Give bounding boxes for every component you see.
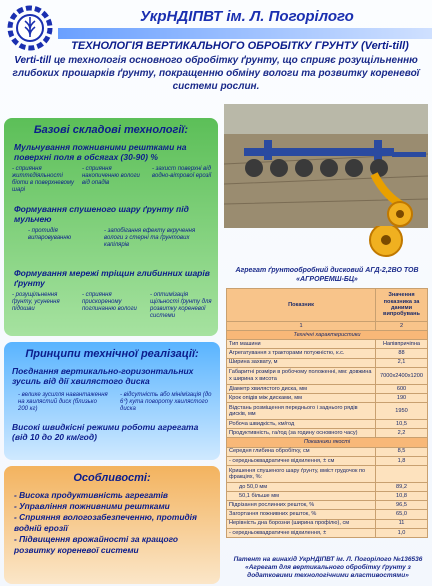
test-results-table [226, 288, 428, 538]
table-cell: 7000х2400х1200 [376, 367, 428, 384]
bullet-speed: Високі швидкісні режими роботи агрегата (від 10 до 20 км/год) [12, 422, 199, 442]
table-cell: 600 [376, 384, 428, 393]
sub-item: - протидія випаровуванню [28, 228, 72, 241]
list-item: - Підвищення врожайності за кращого розвитку кореневої системи [14, 534, 179, 555]
bullet-forces: Поєднання вертикально-горизонтальних зусиль від дії хвилястого диска [12, 366, 194, 386]
table-row [227, 403, 428, 420]
sub-item: - сприяння накопиченню вологи від опадів [82, 166, 140, 186]
table-row [227, 501, 428, 510]
table-row [227, 510, 428, 519]
table-cell: Габаритні розміри в робочому положенні, мм: довжина х ширина х висота [227, 367, 376, 384]
table-cell: Діаметр хвилястого диска, мм [227, 384, 376, 393]
table-cell: Кришення спушеного шару ґрунту, вміст грудочок по фракціях, %: [227, 465, 376, 482]
table-cell: Нерівність дна борозни (ширина профілю), см [227, 519, 376, 528]
table-row [227, 384, 428, 393]
patent-note: Патент на винахід УкрНДІПВТ ім. Л. Погорілого №136536 «Агрегат для вертикального обробітку ґрунту з додатковими технологічними властивостями» [233, 556, 423, 579]
table-cell: Середня глибина обробітку, см [227, 447, 376, 456]
table-row [227, 367, 428, 384]
column-header: Значення показника за даними випробувань [376, 289, 428, 322]
wavy-disk-icon [356, 226, 416, 266]
bullet-cracks: Формування мережі тріщин глибинних шарів ґрунту [14, 268, 210, 288]
list-item: - Сприяння вологозабезпеченню, протидія водній ерозії [14, 512, 197, 533]
table-cell: 8,5 [376, 447, 428, 456]
header-bar [58, 28, 432, 39]
panel-title: Принципи технічної реалізації: [25, 348, 199, 360]
table-row [227, 492, 428, 501]
panel-title: Базові складові технології: [33, 124, 189, 136]
table-cell: 1950 [376, 403, 428, 420]
intro-key: Verti-till [14, 55, 52, 66]
table-cell: Відстань розміщення переднього і заднього рядів дисків, мм [227, 403, 376, 420]
features-list [14, 490, 220, 556]
sub-item: - сприяння життєдіяльності біоти в поверхневому шарі [12, 166, 74, 193]
table-row [227, 519, 428, 528]
institute-logo-icon [6, 4, 54, 52]
table-cell: - середньоквадратичне відхилення, ± см [227, 456, 376, 465]
bullet-loose-layer: Формування спушеного шару ґрунту під мульчею [14, 204, 189, 224]
sub-item: - запобігання ефекту вкручення вологи з стерні та ґрунтових капілярів [104, 228, 196, 248]
table-row [227, 465, 428, 482]
panel-title: Особливості: [73, 472, 151, 484]
list-item: - Висока продуктивність агрегатів [14, 490, 168, 500]
table-cell: Тип машини [227, 340, 376, 349]
table-cell: 2,1 [376, 358, 428, 367]
table-cell: Крок опідів між дисками, мм [227, 393, 376, 402]
table-cell: 88 [376, 349, 428, 358]
table-cell: 10,5 [376, 420, 428, 429]
intro-text [6, 54, 426, 93]
sub-item: - велике зусилля навантаження на хвилястий диск (близько 200 кг) [18, 392, 108, 412]
section-header: Технічні характеристики [227, 331, 428, 340]
table-row [227, 393, 428, 402]
sub-item: - відсутність або мінімізація (до 6⁰) кута повороту хвилястого диска [120, 392, 212, 412]
table-cell: 96,5 [376, 501, 428, 510]
table-cell: 190 [376, 393, 428, 402]
sub-item: - сприяння прискореному поглинанню вологи [82, 292, 137, 312]
sub-item: - захист поверхні від водно-вітрової ерозії [152, 166, 212, 179]
table-row [227, 420, 428, 429]
table-row [227, 340, 428, 349]
table-cell: 10,8 [376, 492, 428, 501]
intro-body: це технологія основного обробітку ґрунту, що сприяє розущільненню глибоких прошарків ґрунту, покращенню обміну вологи та розвитку кореневої системи рослин. [12, 55, 420, 92]
table-cell: 1,0 [376, 528, 428, 537]
table-row [227, 456, 428, 465]
table-cell: Продуктивність, га/год (за годину основного часу) [227, 429, 376, 438]
table-cell: 1,8 [376, 456, 428, 465]
table-cell: Загортання пожнивних решток, % [227, 510, 376, 519]
table-cell: 1 [227, 321, 376, 330]
features-panel [4, 466, 220, 584]
table-cell: - середньоквадратичне відхилення, ± [227, 528, 376, 537]
table-cell: 2 [376, 321, 428, 330]
table-row [227, 482, 428, 491]
technical-principles-panel [4, 342, 220, 460]
column-header: Показник [227, 289, 376, 322]
sub-item: - розущільнення ґрунту, усунення підошви [12, 292, 60, 312]
poster-title: ТЕХНОЛОГІЯ ВЕРТИКАЛЬНОГО ОБРОБІТКУ ГРУНТУ (Verti-till) [71, 40, 409, 52]
sub-item: - оптимізація щільності ґрунту для розвитку кореневої системи [150, 292, 212, 319]
table-cell: до 50,0 мм [227, 482, 376, 491]
table-cell: Агрегатування з тракторами потужністю, к.с. [227, 349, 376, 358]
table-row [227, 358, 428, 367]
table-row [227, 429, 428, 438]
table-cell: 65,0 [376, 510, 428, 519]
table-cell: Підрізання рослинних решток, % [227, 501, 376, 510]
table-cell: Робоча швидкість, км/год [227, 420, 376, 429]
table-row [227, 349, 428, 358]
bullet-mulching: Мульчування пожнивними рештками на поверхні поля в обсягах (30-90) % [14, 142, 187, 162]
machine-photo [224, 104, 428, 228]
table-cell: 2,2 [376, 429, 428, 438]
table-cell: Ширина захвату, м [227, 358, 376, 367]
base-components-panel [4, 118, 218, 336]
machine-caption: Агрегат ґрунтообробний дисковий АГД-2,2ВО ТОВ «АГРОРЕМШ-БЦ» [235, 267, 419, 283]
table-cell: 50,1 більше мм [227, 492, 376, 501]
table-row [227, 447, 428, 456]
table-cell [376, 465, 428, 482]
table-row [227, 528, 428, 537]
list-item: - Управління пожнивними рештками [14, 501, 170, 511]
table-cell: 89,2 [376, 482, 428, 491]
table-cell: 11 [376, 519, 428, 528]
section-header: Показники якості [227, 438, 428, 447]
table-cell: Напівпричіпна [376, 340, 428, 349]
org-name: УкрНДІПВТ ім. Л. Погорілого [140, 8, 354, 25]
